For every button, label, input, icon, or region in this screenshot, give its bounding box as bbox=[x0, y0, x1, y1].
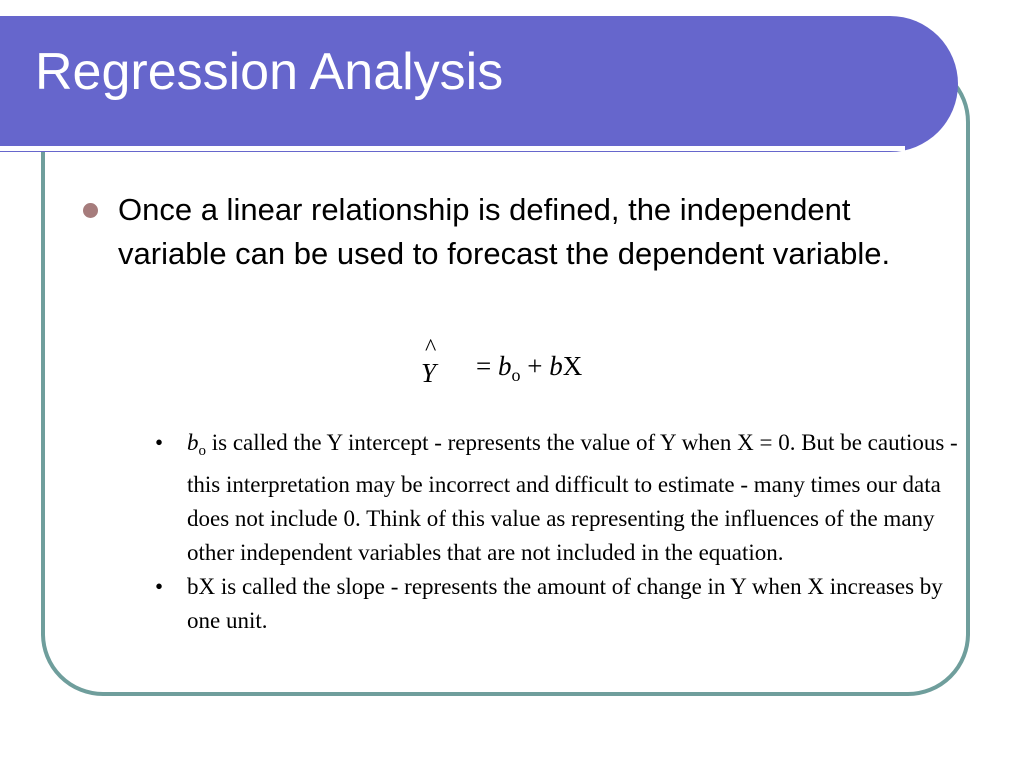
equation-plus: + bbox=[527, 351, 543, 381]
equation-slope-b: b bbox=[549, 351, 563, 381]
main-bullet-dot bbox=[83, 203, 98, 218]
equation-b: b bbox=[497, 351, 512, 381]
sub-bullet-list bbox=[155, 426, 965, 638]
intercept-subscript: o bbox=[198, 443, 206, 459]
slope-text: bX is called the slope - represents the amount of change in Y when X increases by one unit. bbox=[187, 574, 943, 633]
equation-y-hat: Y bbox=[421, 358, 437, 388]
equation-x: X bbox=[562, 351, 583, 381]
equation-hat: ^ bbox=[425, 335, 437, 361]
sub-bullet-marker: • bbox=[155, 574, 164, 599]
sub-bullet-slope bbox=[155, 570, 965, 638]
equation-equals: = bbox=[476, 351, 492, 381]
sub-bullet-intercept bbox=[155, 426, 965, 570]
main-bullet-text: Once a linear relationship is defined, the independent variable can be used to forecast the dependent variable. bbox=[118, 192, 891, 271]
intercept-symbol: b bbox=[187, 430, 199, 455]
intercept-text: is called the Y intercept - represents the value of Y when X = 0. But be cautious - this interpretation may be incorrect and difficult to estimate - many times our data does not include 0. Think of this value as representing the influences of the many other independent variables that are not included in the equation. bbox=[187, 430, 958, 565]
title-underline bbox=[0, 146, 905, 151]
equation-rhs bbox=[476, 349, 582, 392]
sub-bullet-marker: • bbox=[155, 430, 164, 455]
slide-title: Regression Analysis bbox=[35, 43, 504, 101]
regression-equation bbox=[418, 336, 648, 396]
equation-b-subscript: o bbox=[511, 365, 521, 385]
